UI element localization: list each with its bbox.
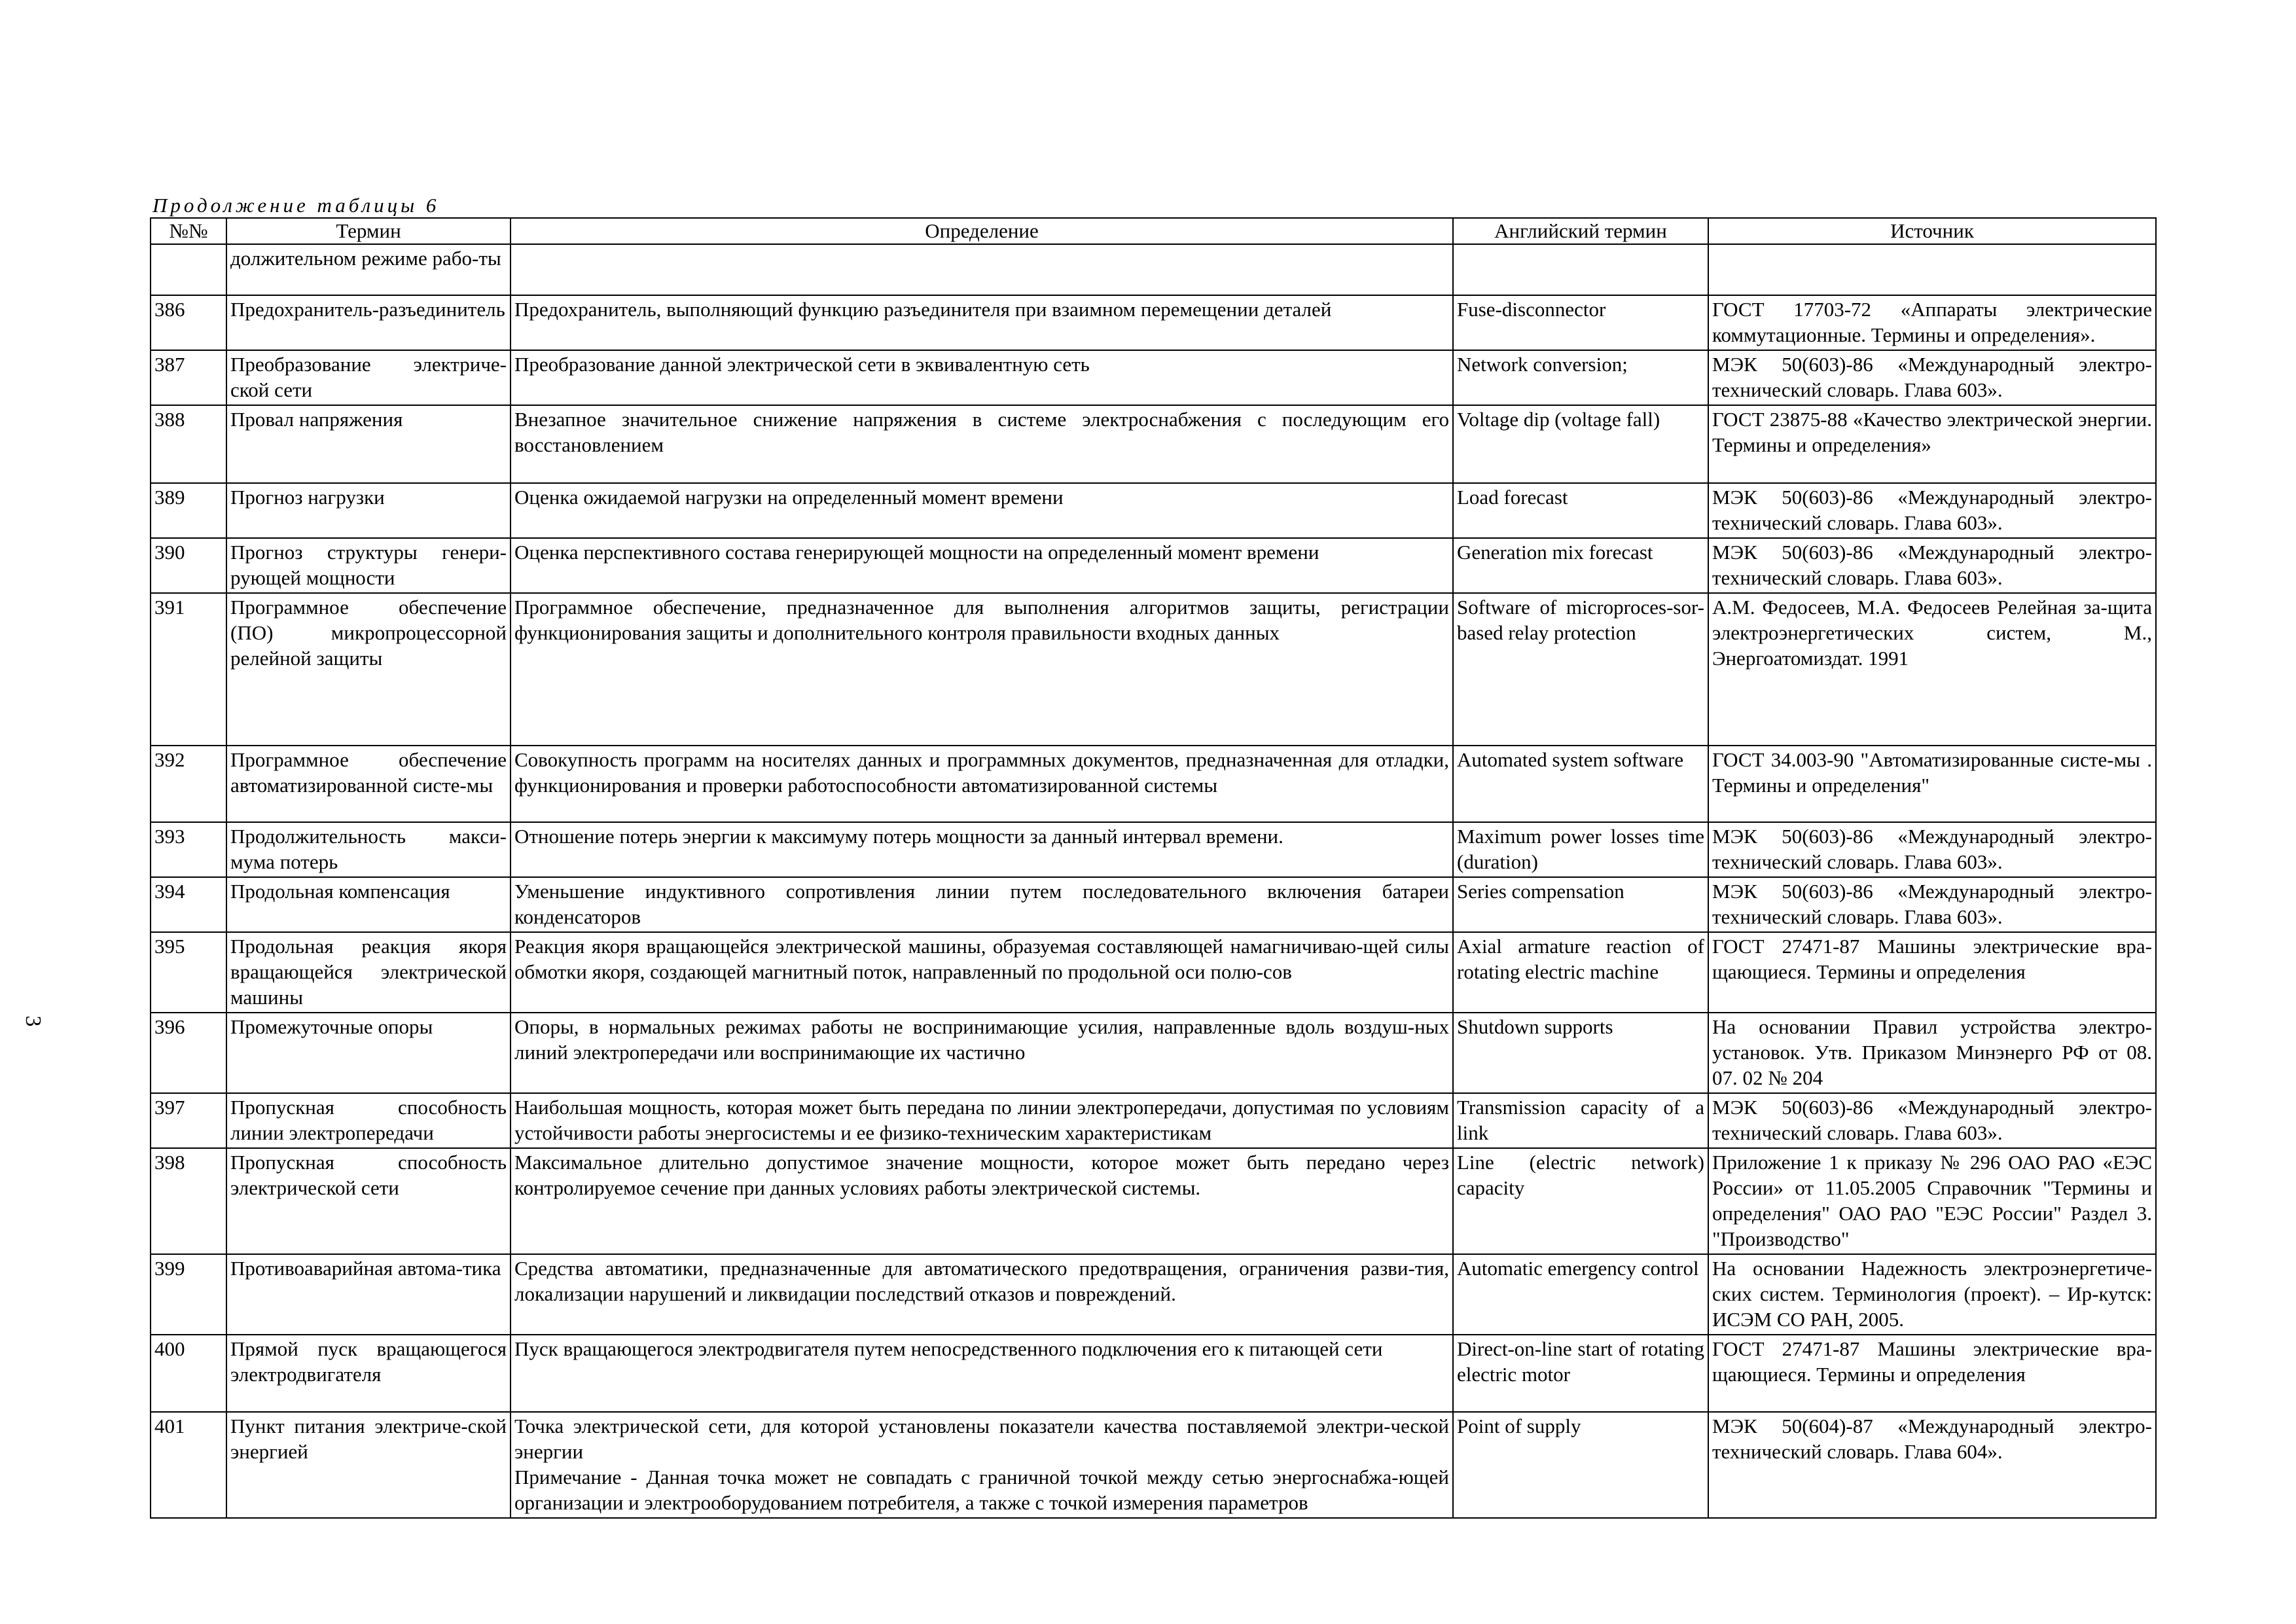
row-definition: Внезапное значительное снижение напряжения в системе электроснабжения с последующим его восстановлением bbox=[511, 405, 1453, 483]
row-definition: Программное обеспечение, предназначенное для выполнения алгоритмов защиты, регистрации функционирования защиты и дополнительного контроля правильности входных данных bbox=[511, 593, 1453, 746]
row-definition: Максимальное длительно допустимое значение мощности, которое может быть передано через контролируемое сечение при данных условиях работы электрической системы. bbox=[511, 1148, 1453, 1254]
row-term: Промежуточные опоры bbox=[226, 1013, 511, 1093]
table-row bbox=[151, 1254, 2156, 1335]
row-definition: Совокупность программ на носителях данных и программных документов, предназначенная для отладки, функционирования и проверки работоспособности автоматизированной системы bbox=[511, 746, 1453, 822]
column-header-english-term: Английский термин bbox=[1453, 218, 1708, 244]
row-definition: Уменьшение индуктивного сопротивления линии путем последовательного включения батареи конденсаторов bbox=[511, 877, 1453, 932]
row-number: 391 bbox=[151, 593, 226, 746]
table-row bbox=[151, 746, 2156, 822]
row-source: ГОСТ 34.003-90 "Автоматизированные систе-мы . Термины и определения" bbox=[1708, 746, 2156, 822]
row-term: Продольная компенсация bbox=[226, 877, 511, 932]
row-english-term: Transmission capacity of a link bbox=[1453, 1093, 1708, 1148]
row-english-term: Automatic emergency control bbox=[1453, 1254, 1708, 1335]
row-term: Противоаварийная автома-тика bbox=[226, 1254, 511, 1335]
row-number: 393 bbox=[151, 822, 226, 877]
table-row bbox=[151, 1013, 2156, 1093]
row-definition: Наибольшая мощность, которая может быть передана по линии электропередачи, допустимая по условиям устойчивости работы энергосистемы и ее физико-техническим характеристикам bbox=[511, 1093, 1453, 1148]
table-row bbox=[151, 1335, 2156, 1412]
row-english-term: Series compensation bbox=[1453, 877, 1708, 932]
row-definition bbox=[511, 244, 1453, 295]
row-source: ГОСТ 27471-87 Машины электрические вра-щающиеся. Термины и определения bbox=[1708, 932, 2156, 1013]
row-number: 395 bbox=[151, 932, 226, 1013]
row-term: Программное обеспечение (ПО) микропроцессорной релейной защиты bbox=[226, 593, 511, 746]
row-term: должительном режиме рабо-ты bbox=[226, 244, 511, 295]
table-row bbox=[151, 1148, 2156, 1254]
row-source: МЭК 50(604)-87 «Международный электро-технический словарь. Глава 604». bbox=[1708, 1412, 2156, 1518]
column-header-definition: Определение bbox=[511, 218, 1453, 244]
table-row bbox=[151, 593, 2156, 746]
column-header-source: Источник bbox=[1708, 218, 2156, 244]
row-term: Продолжительность макси-мума потерь bbox=[226, 822, 511, 877]
row-definition: Оценка ожидаемой нагрузки на определенный момент времени bbox=[511, 483, 1453, 538]
row-term: Предохранитель-разъединитель bbox=[226, 295, 511, 350]
row-source: На основании Надежность электроэнергетиче-ских систем. Терминология (проект). – Ир-кутск: ИСЭМ СО РАН, 2005. bbox=[1708, 1254, 2156, 1335]
row-english-term: Software of microproces-sor-based relay protection bbox=[1453, 593, 1708, 746]
terms-table bbox=[150, 217, 2157, 1519]
table-row bbox=[151, 483, 2156, 538]
table-row bbox=[151, 244, 2156, 295]
row-definition: Опоры, в нормальных режимах работы не воспринимающие усилия, направленные вдоль воздуш-ных линий электропередачи или воспринимающие их частично bbox=[511, 1013, 1453, 1093]
row-definition: Пуск вращающегося электродвигателя путем непосредственного подключения его к питающей сети bbox=[511, 1335, 1453, 1412]
row-definition: Средства автоматики, предназначенные для автоматического предотвращения, ограничения разви-тия, локализации нарушений и ликвидации последствий отказов и повреждений. bbox=[511, 1254, 1453, 1335]
row-number: 392 bbox=[151, 746, 226, 822]
row-source: МЭК 50(603)-86 «Международный электро-технический словарь. Глава 603». bbox=[1708, 538, 2156, 593]
table-row bbox=[151, 295, 2156, 350]
row-source: На основании Правил устройства электро-установок. Утв. Приказом Минэнерго РФ от 08. 07. 02 № 204 bbox=[1708, 1013, 2156, 1093]
row-source: ГОСТ 23875-88 «Качество электрической энергии. Термины и определения» bbox=[1708, 405, 2156, 483]
row-definition: Реакция якоря вращающейся электрической машины, образуемая составляющей намагничиваю-щей силы обмотки якоря, создающей магнитный поток, направленный по продольной оси полю-сов bbox=[511, 932, 1453, 1013]
row-term: Преобразование электриче-ской сети bbox=[226, 350, 511, 405]
row-number: 400 bbox=[151, 1335, 226, 1412]
row-number: 399 bbox=[151, 1254, 226, 1335]
table-row bbox=[151, 1093, 2156, 1148]
row-number bbox=[151, 244, 226, 295]
page-number: 3 bbox=[21, 1015, 45, 1027]
row-number: 390 bbox=[151, 538, 226, 593]
row-number: 394 bbox=[151, 877, 226, 932]
row-english-term: Automated system software bbox=[1453, 746, 1708, 822]
row-english-term: Load forecast bbox=[1453, 483, 1708, 538]
row-source: МЭК 50(603)-86 «Международный электро-технический словарь. Глава 603». bbox=[1708, 483, 2156, 538]
row-definition: Предохранитель, выполняющий функцию разъединителя при взаимном перемещении деталей bbox=[511, 295, 1453, 350]
row-definition: Отношение потерь энергии к максимуму потерь мощности за данный интервал времени. bbox=[511, 822, 1453, 877]
row-definition: Точка электрической сети, для которой установлены показатели качества поставляемой электри-ческой энергии bbox=[514, 1415, 1449, 1463]
row-number: 389 bbox=[151, 483, 226, 538]
row-source: ГОСТ 17703-72 «Аппараты электрические коммутационные. Термины и определения». bbox=[1708, 295, 2156, 350]
column-header-number: №№ bbox=[151, 218, 226, 244]
row-english-term: Point of supply bbox=[1453, 1412, 1708, 1518]
row-english-term: Direct-on-line start of rotating electric motor bbox=[1453, 1335, 1708, 1412]
row-number: 401 bbox=[151, 1412, 226, 1518]
row-english-term bbox=[1453, 244, 1708, 295]
row-number: 386 bbox=[151, 295, 226, 350]
row-english-term: Axial armature reaction of rotating electric machine bbox=[1453, 932, 1708, 1013]
row-english-term: Line (electric network) capacity bbox=[1453, 1148, 1708, 1254]
row-source bbox=[1708, 244, 2156, 295]
row-definition: Преобразование данной электрической сети в эквивалентную сеть bbox=[511, 350, 1453, 405]
table-row bbox=[151, 877, 2156, 932]
row-source: МЭК 50(603)-86 «Международный электро-технический словарь. Глава 603». bbox=[1708, 350, 2156, 405]
row-term: Пропускная способность электрической сети bbox=[226, 1148, 511, 1254]
row-number: 396 bbox=[151, 1013, 226, 1093]
row-number: 397 bbox=[151, 1093, 226, 1148]
row-english-term: Voltage dip (voltage fall) bbox=[1453, 405, 1708, 483]
table-caption: Продолжение таблицы 6 bbox=[152, 194, 440, 217]
row-source: МЭК 50(603)-86 «Международный электро-технический словарь. Глава 603». bbox=[1708, 877, 2156, 932]
row-english-term: Fuse-disconnector bbox=[1453, 295, 1708, 350]
row-number: 388 bbox=[151, 405, 226, 483]
row-term: Программное обеспечение автоматизированной систе-мы bbox=[226, 746, 511, 822]
row-english-term: Maximum power losses time (duration) bbox=[1453, 822, 1708, 877]
table-row bbox=[151, 932, 2156, 1013]
row-source: А.М. Федосеев, М.А. Федосеев Релейная за-щита электроэнергетических систем, М., Энергоатомиздат. 1991 bbox=[1708, 593, 2156, 746]
row-english-term: Network conversion; bbox=[1453, 350, 1708, 405]
row-term: Продольная реакция якоря вращающейся электрической машины bbox=[226, 932, 511, 1013]
row-term: Прогноз нагрузки bbox=[226, 483, 511, 538]
row-source: МЭК 50(603)-86 «Международный электро-технический словарь. Глава 603». bbox=[1708, 822, 2156, 877]
table-header-row bbox=[151, 218, 2156, 244]
row-term: Прямой пуск вращающегося электродвигателя bbox=[226, 1335, 511, 1412]
table-row bbox=[151, 350, 2156, 405]
row-source: ГОСТ 27471-87 Машины электрические вра-щающиеся. Термины и определения bbox=[1708, 1335, 2156, 1412]
row-definition-note: Примечание - Данная точка может не совпадать с граничной точкой между сетью энергоснабжа-ющей организации и электрооборудованием потребителя, а также с точкой измерения параметров bbox=[514, 1466, 1449, 1514]
table-row bbox=[151, 1412, 2156, 1518]
row-english-term: Generation mix forecast bbox=[1453, 538, 1708, 593]
row-definition-cell bbox=[511, 1412, 1453, 1518]
row-term: Пропускная способность линии электропередачи bbox=[226, 1093, 511, 1148]
row-term: Прогноз структуры генери-рующей мощности bbox=[226, 538, 511, 593]
row-source: МЭК 50(603)-86 «Международный электро-технический словарь. Глава 603». bbox=[1708, 1093, 2156, 1148]
row-english-term: Shutdown supports bbox=[1453, 1013, 1708, 1093]
row-number: 398 bbox=[151, 1148, 226, 1254]
table-row bbox=[151, 405, 2156, 483]
row-term: Провал напряжения bbox=[226, 405, 511, 483]
table-row bbox=[151, 822, 2156, 877]
row-number: 387 bbox=[151, 350, 226, 405]
table-row bbox=[151, 538, 2156, 593]
row-term: Пункт питания электриче-ской энергией bbox=[226, 1412, 511, 1518]
row-definition: Оценка перспективного состава генерирующей мощности на определенный момент времени bbox=[511, 538, 1453, 593]
row-source: Приложение 1 к приказу № 296 ОАО РАО «ЕЭС России» от 11.05.2005 Справочник "Термины и определения" ОАО РАО "ЕЭС России" Раздел 3. "Производство" bbox=[1708, 1148, 2156, 1254]
column-header-term: Термин bbox=[226, 218, 511, 244]
